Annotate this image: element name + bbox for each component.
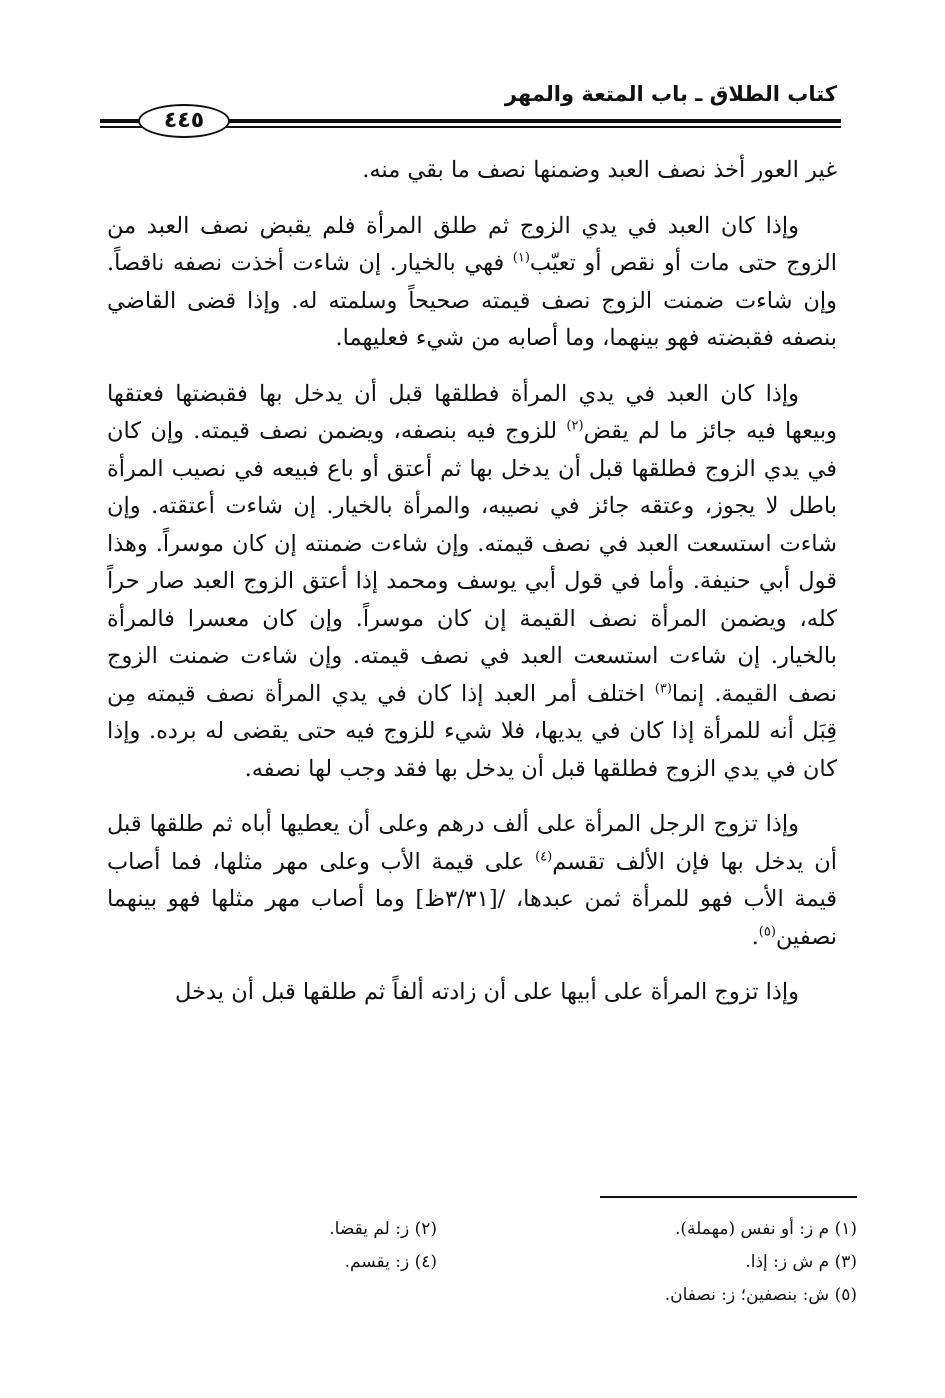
paragraph	[107, 376, 837, 789]
paragraph	[107, 208, 837, 358]
footnote-separator	[600, 1196, 857, 1198]
footnote-number: (٥)	[834, 1285, 857, 1305]
footnote-marker[interactable]: (٢)	[566, 418, 584, 434]
text-run: غير العور أخذ نصف العبد وضمنها نصف ما بقي منه.	[362, 157, 837, 183]
footnote-text: م ز: أو نفس (مهملة).	[674, 1219, 830, 1239]
page-number: ٤٤٥	[138, 104, 230, 138]
text-run: وإذا تزوج الرجل المرأة على ألف درهم وعلى أن يعطيها أباه ثم طلقها قبل أن يدخل بها فإن الألف تقسم	[107, 811, 837, 875]
text-run: .	[751, 923, 759, 950]
text-run: للزوج فيه بنصفه، ويضمن نصف قيمته. وإن كان في يدي الزوج فطلقها قبل أن يدخل بها ثم أعتق أو باع فبيعه في نصيب المرأة باطل لا يجوز، وعتقه جائز في نصيبه، والمرأة بالخيار. إن شاءت أعتقته. وإن شاءت استسعت العبد في نصف قيمته. وإن شاءت ضمنته إن كان موسراً. وهذا قول أبي حنيفة. وأما في قول أبي يوسف ومحمد إذا أعتق الزوج العبد صار حراً كله، ويضمن المرأة نصف القيمة إن كان موسراً. وإن كان معسرا فالمرأة بالخيار. إن شاءت استسعت العبد في نصف قيمته. وإن شاءت ضمنت الزوج نصف القيمة. إنما	[107, 418, 838, 707]
text-run: على قيمة الأب وعلى مهر مثلها، فما أصاب قيمة الأب فهو للمرأة ثمن عبدها، /[٣/٣١ظ] وما أصاب مهر مثلها فهو بينهما نصفين	[107, 848, 837, 950]
footnote-number: (٣)	[834, 1252, 857, 1272]
footnote-text: م ش ز: إذا.	[745, 1252, 830, 1272]
text-run: وإذا كان العبد في يدي المرأة فطلقها قبل أن يدخل بها فقبضتها فعتقها وبيعها فيه جائز ما لم يقض	[107, 380, 837, 444]
text-run: وإذا تزوج المرأة على أبيها على أن زادته ألفاً ثم طلقها قبل أن يدخل	[175, 979, 799, 1005]
text-run: فهي بالخيار. إن شاءت أخذت نصفه ناقصاً. وإن شاءت ضمنت الزوج نصف قيمته صحيحاً وسلمته له. وإذا قضى القاضي بنصفه فقبضته فهو بينهما، وما أصابه من شيء فعليهما.	[107, 250, 837, 351]
body-text	[107, 152, 837, 1030]
footnote-number: (١)	[834, 1219, 857, 1239]
text-run: اختلف أمر العبد إذا كان في يدي المرأة نصف قيمته مِن قِبَل أنه للمرأة إذا كان في يديها، فلا شيء للزوج فيه حتى يقضى له برده. وإذا كان في يدي الزوج فطلقها قبل أن يدخل بها فقد وجب لها نصفه.	[107, 680, 837, 782]
footnote	[437, 1246, 857, 1279]
paragraph	[107, 974, 837, 1012]
footnote-number: (٢)	[414, 1219, 437, 1239]
paragraph	[107, 806, 837, 956]
footnote-marker[interactable]: (١)	[512, 250, 530, 266]
footnote-row	[77, 1213, 857, 1246]
footnote-marker[interactable]: (٥)	[758, 924, 776, 939]
footnote-row	[77, 1246, 857, 1279]
footnote-number: (٤)	[414, 1252, 437, 1272]
footnote-text: ش: بنصفين؛ ز: نصفان.	[664, 1285, 830, 1305]
paragraph	[107, 152, 837, 190]
footnote	[437, 1279, 857, 1312]
footnote-row	[77, 1279, 857, 1312]
text-run: وإذا كان العبد في يدي الزوج ثم طلق المرأة فلم يقبض نصف العبد من الزوج حتى مات أو نقص أو تعيّب	[107, 212, 837, 276]
footnote-marker[interactable]: (٣)	[654, 681, 672, 696]
footnote	[97, 1213, 437, 1246]
footnote-text: ز: يقسم.	[344, 1252, 410, 1272]
footnote	[97, 1246, 437, 1279]
footnote	[437, 1213, 857, 1246]
footnote-text: ز: لم يقضا.	[329, 1219, 410, 1239]
footnotes	[77, 1213, 857, 1312]
running-header: كتاب الطلاق ـ باب المتعة والمهر	[504, 82, 837, 106]
footnote-marker[interactable]: (٤)	[535, 849, 553, 864]
